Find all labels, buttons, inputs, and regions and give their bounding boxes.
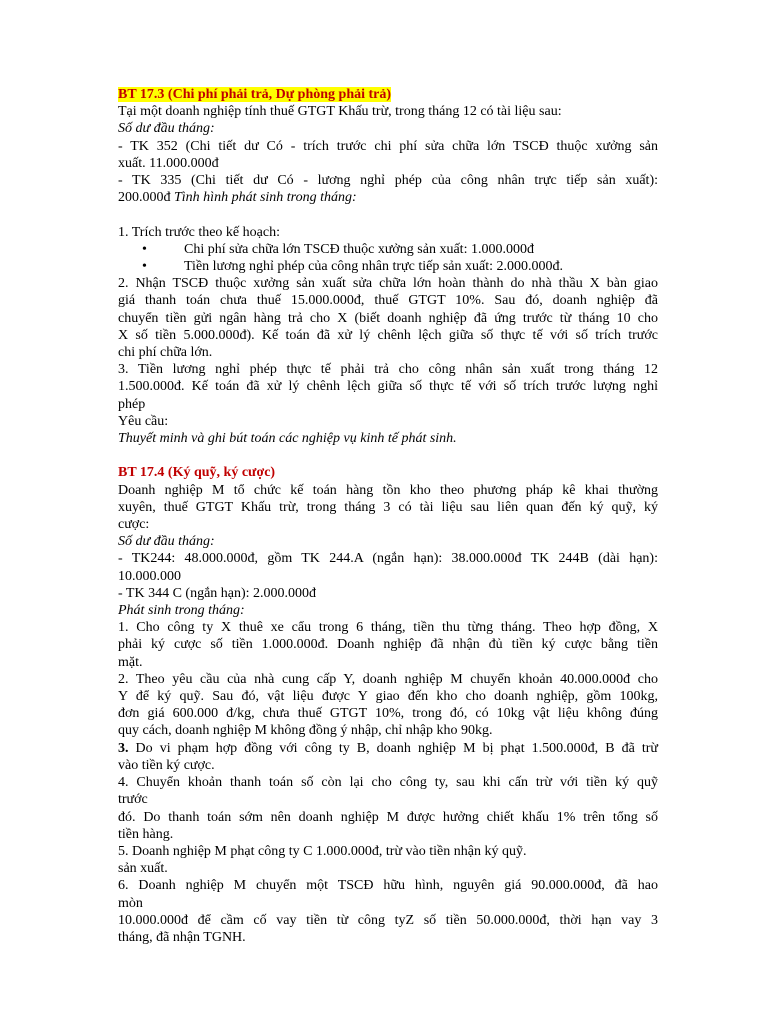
list-item-text: Do vi phạm hợp đồng với công ty B, doanh nghiệp M bị phạt 1.500.000đ, B đã trừ <box>128 740 658 756</box>
exercise-title-17-3 <box>118 86 658 103</box>
list-item: phải ký cược số tiền 1.000.000đ. Doanh nghiệp đã nhận đủ tiền ký cược bằng tiền <box>118 637 658 653</box>
list-item: giá thanh toán chưa thuế 15.000.000đ, thuế GTGT 10%. Sau đó, doanh nghiệp đã <box>118 293 658 309</box>
list-item: 1. Cho công ty X thuê xe cẩu trong 6 tháng, tiền thu từng tháng. Theo hợp đồng, X <box>118 620 658 636</box>
section-heading: Tình hình phát sinh trong tháng: <box>170 190 357 206</box>
exercise-title-text: BT 17.3 (Chi phí phải trả, Dự phòng phải trả) <box>118 87 392 102</box>
paragraph: - TK 344 C (ngắn hạn): 2.000.000đ <box>118 585 317 601</box>
bullet-text: Tiền lương nghỉ phép của công nhân trực tiếp sản xuất: 2.000.000đ. <box>184 259 564 275</box>
paragraph: Doanh nghiệp M tổ chức kế toán hàng tồn kho theo phương pháp kê khai thường <box>118 482 658 498</box>
paragraph: xuất. 11.000.000đ <box>118 155 219 171</box>
section-heading: Số dư đầu tháng: <box>118 121 215 137</box>
list-item: 2. Nhận TSCĐ thuộc xưởng sản xuất sửa chữa lớn hoàn thành do nhà thầu X bàn giao <box>118 276 658 292</box>
spacer <box>118 447 658 464</box>
section-heading: Số dư đầu tháng: <box>118 534 215 550</box>
list-item: tiền hàng. <box>118 826 174 842</box>
list-item: mặt. <box>118 654 143 670</box>
list-item: đơn giá 600.000 đ/kg, chưa thuế GTGT 10%, trong đó, có 10kg vật liệu không đúng <box>118 706 658 722</box>
list-item: chuyển tiền gửi ngân hàng trả cho X (biết doanh nghiệp đã ứng trước từ tháng 10 cho <box>118 310 658 326</box>
paragraph: - TK 352 (Chi tiết dư Có - trích trước chi phí sửa chữa lớn TSCĐ thuộc xưởng sản <box>118 138 658 154</box>
paragraph <box>118 189 658 206</box>
list-item: 1. Trích trước theo kế hoạch: <box>118 224 280 240</box>
list-item: 10.000.000đ để cầm cố vay tiền từ công tyZ số tiền 50.000.000đ, thời hạn vay 3 <box>118 912 658 928</box>
exercise-title-17-4 <box>118 464 658 481</box>
list-item: 1.500.000đ. Kế toán đã xử lý chênh lệch giữa số thực tế với số trích trước lượng nghỉ <box>118 379 658 395</box>
list-item: trước <box>118 792 148 808</box>
list-item <box>118 740 658 757</box>
paragraph-text: 200.000đ <box>118 190 171 206</box>
bullet-icon: • <box>142 259 147 275</box>
list-item: quy cách, doanh nghiệp M không đồng ý nhập, chỉ nhập kho 90kg. <box>118 723 493 739</box>
paragraph: 10.000.000 <box>118 568 181 584</box>
bullet-item <box>118 258 658 275</box>
bullet-text: Chi phí sửa chữa lớn TSCĐ thuộc xưởng sản xuất: 1.000.000đ <box>184 241 534 257</box>
list-item: chi phí chữa lớn. <box>118 345 213 361</box>
list-item: đó. Do thanh toán sớm nên doanh nghiệp M được hưởng chiết khấu 1% trên tổng số <box>118 809 658 825</box>
exercise-title-text: BT 17.4 (Ký quỹ, ký cược) <box>118 465 276 481</box>
list-item: Y để ký quỹ. Sau đó, vật liệu được Y giao đến kho cho doanh nghiệp, gồm 100kg, <box>118 689 658 705</box>
list-item: 4. Chuyển khoản thanh toán số còn lại cho công ty, sau khi cấn trừ với tiền ký quỹ <box>118 775 658 791</box>
list-item: X số tiền 5.000.000đ). Kế toán đã xử lý chênh lệch giữa số thực tế với số trích trước <box>118 327 658 343</box>
list-item: 3. Tiền lương nghỉ phép thực tế phải trả cho công nhân sản xuất trong tháng 12 <box>118 362 658 378</box>
list-item: mòn <box>118 895 143 911</box>
item-number: 3. <box>118 740 129 756</box>
document-page <box>118 86 658 946</box>
requirement-label: Yêu cầu: <box>118 413 169 429</box>
paragraph: - TK 335 (Chi tiết dư Có - lương nghỉ phép của công nhân trực tiếp sản xuất): <box>118 173 658 189</box>
bullet-icon: • <box>142 241 147 257</box>
section-heading: Phát sinh trong tháng: <box>118 603 245 619</box>
list-item: sản xuất. <box>118 861 168 877</box>
bullet-item <box>118 241 658 258</box>
list-item: tháng, đã nhận TGNH. <box>118 929 246 945</box>
paragraph: Tại một doanh nghiệp tính thuế GTGT Khấu trừ, trong tháng 12 có tài liệu sau: <box>118 104 562 120</box>
paragraph: - TK244: 48.000.000đ, gồm TK 244.A (ngắn hạn): 38.000.000đ TK 244B (dài hạn): <box>118 551 658 567</box>
requirement-text: Thuyết minh và ghi bút toán các nghiệp vụ kinh tế phát sinh. <box>118 431 457 447</box>
list-item: 2. Theo yêu cầu của nhà cung cấp Y, doanh nghiệp M chuyển khoản 40.000.000đ cho <box>118 671 658 687</box>
paragraph: xuyên, thuế GTGT Khấu trừ, trong tháng 3 có tài liệu sau liên quan đến ký quỹ, ký <box>118 499 658 515</box>
list-item: vào tiền ký cược. <box>118 757 215 773</box>
list-item: phép <box>118 396 146 412</box>
list-item: 5. Doanh nghiệp M phạt công ty C 1.000.000đ, trừ vào tiền nhận ký quỹ. <box>118 843 527 859</box>
spacer <box>118 206 658 223</box>
paragraph: cược: <box>118 517 150 533</box>
list-item: 6. Doanh nghiệp M chuyển một TSCĐ hữu hình, nguyên giá 90.000.000đ, đã hao <box>118 878 658 894</box>
